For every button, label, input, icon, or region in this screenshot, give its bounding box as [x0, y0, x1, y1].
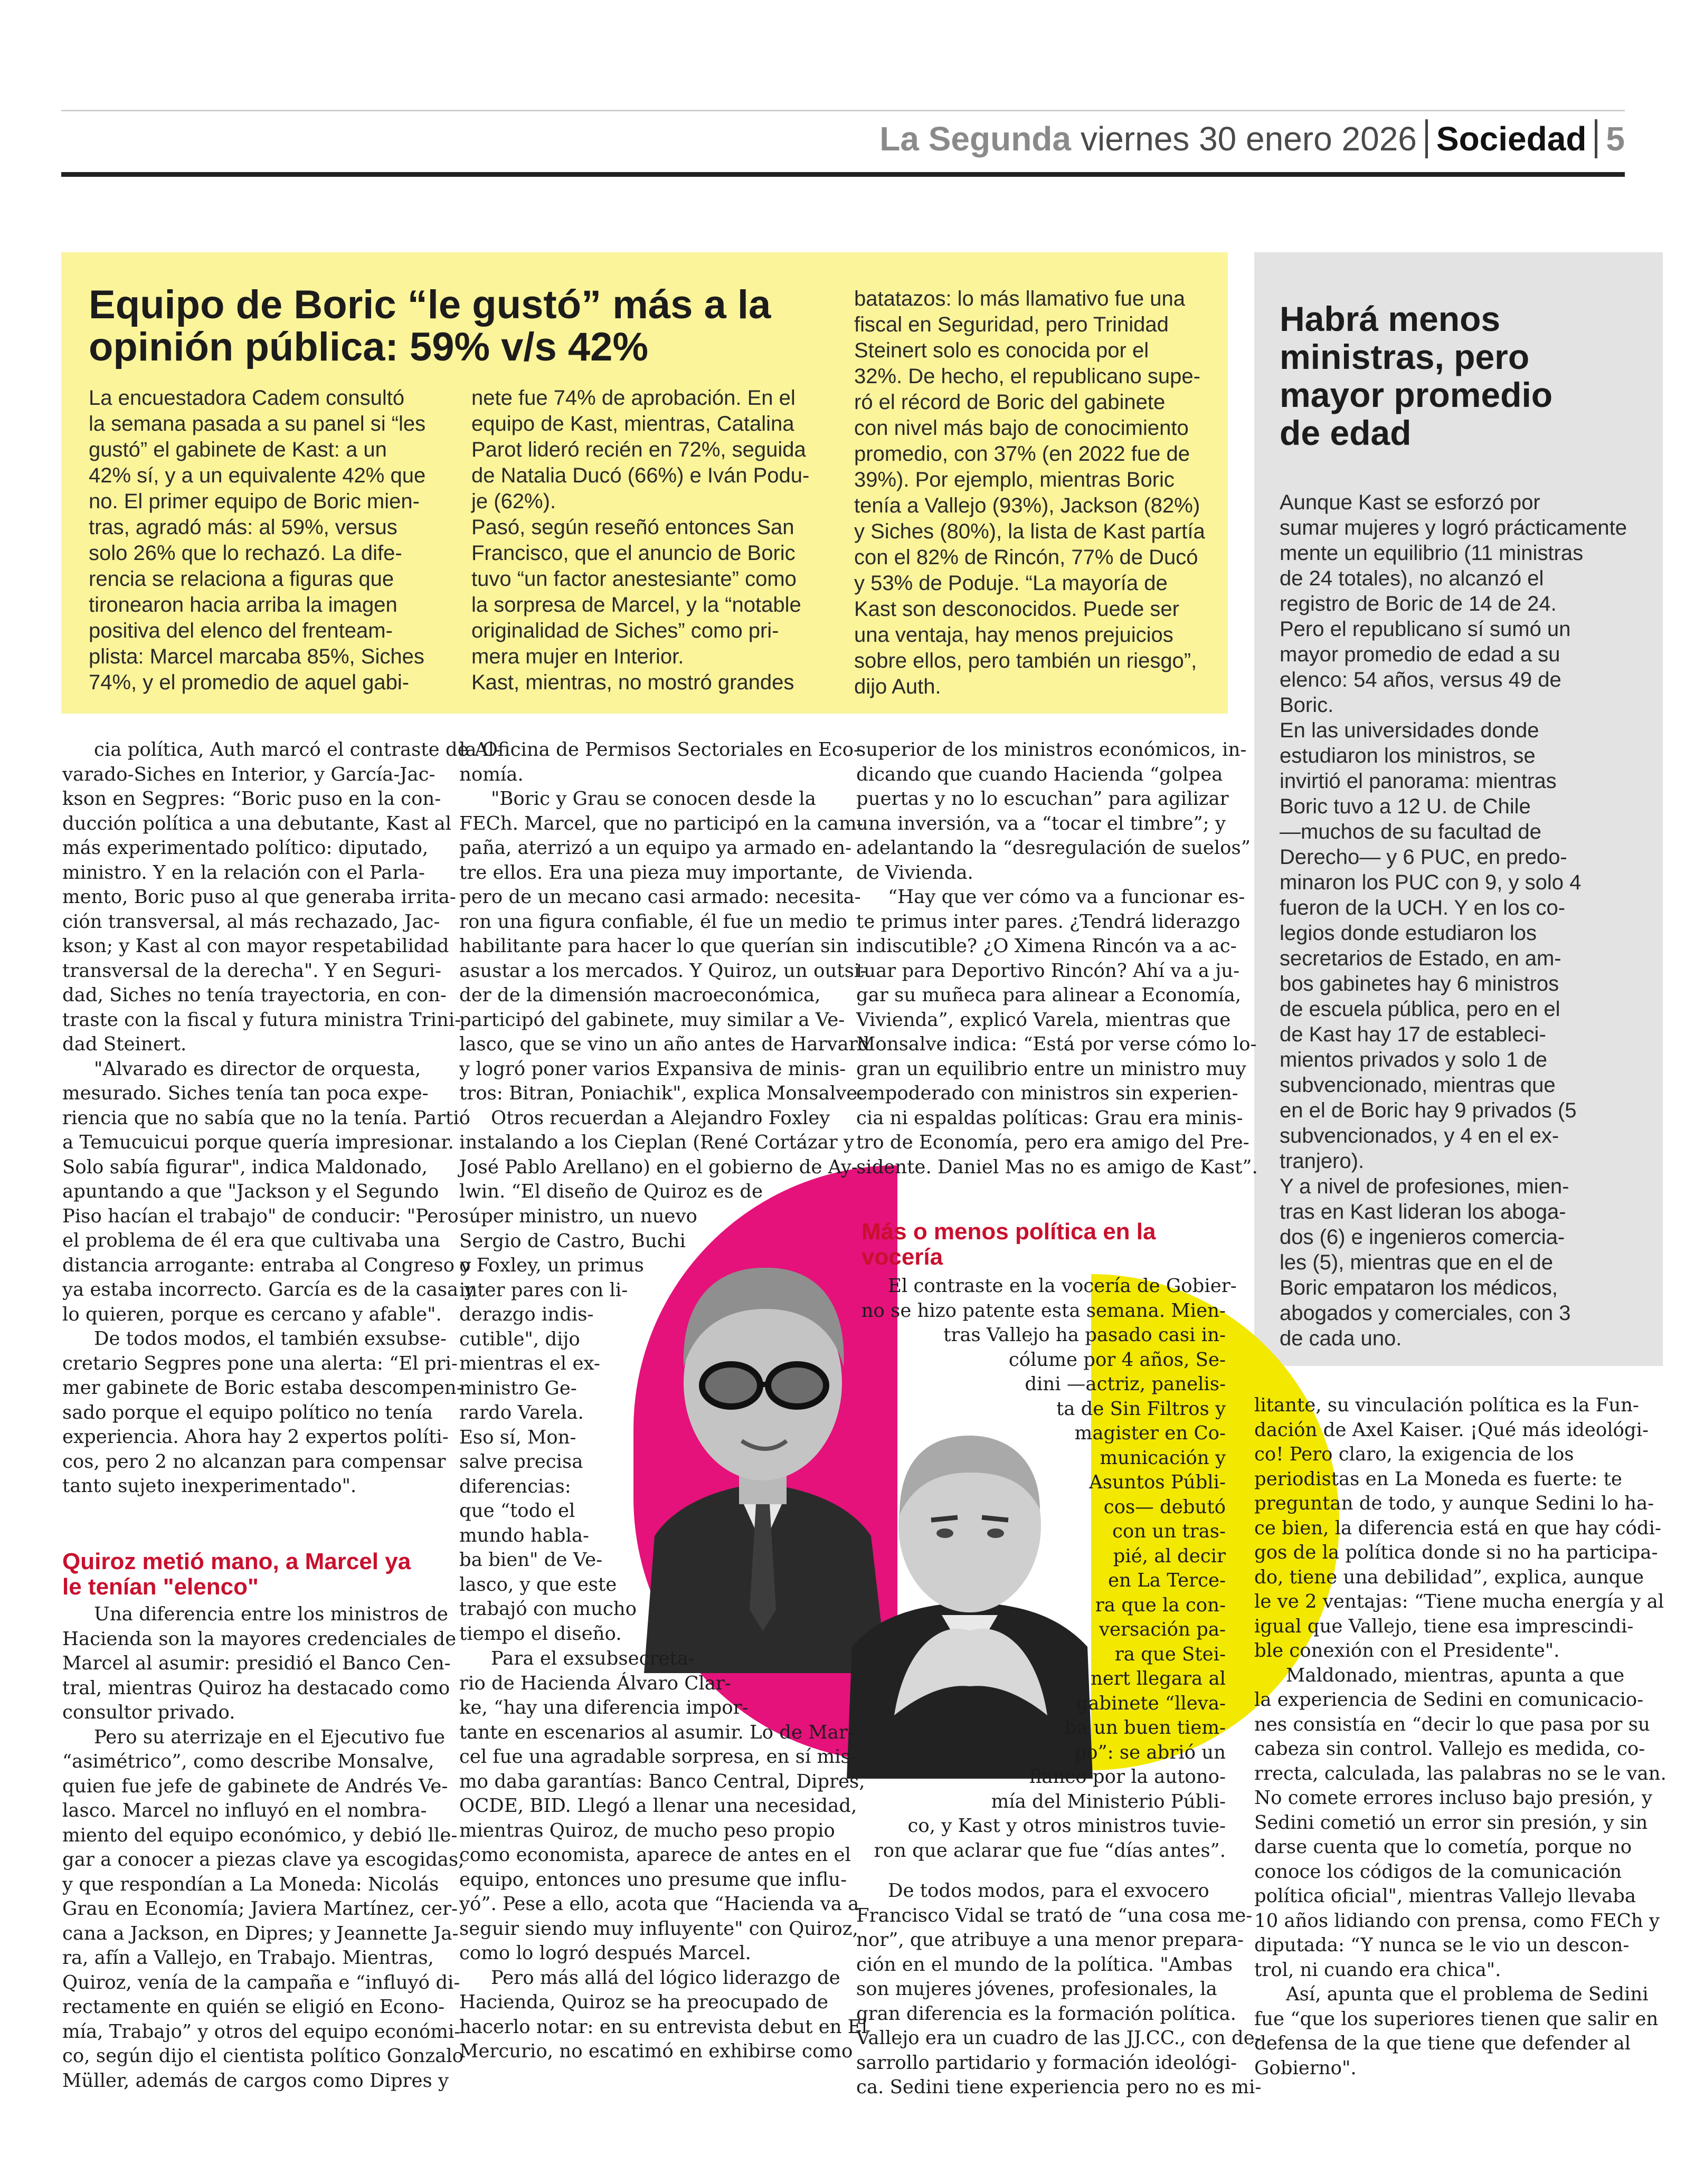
masthead-date: viernes 30 enero 2026 — [1080, 120, 1417, 158]
text-line: rardo Varela. — [459, 1402, 584, 1423]
article-col-1b — [62, 1602, 464, 2093]
text-line: “asimétrico”, como describe Monsalve, — [62, 1751, 434, 1772]
text-line: una ventaja, hay menos prejuicios — [854, 623, 1173, 647]
text-line: de 24 totales), no alcanzó el — [1280, 567, 1544, 590]
text-line: minaron los PUC con 9, y solo 4 — [1280, 871, 1582, 894]
text-line: Derecho— y 6 PUC, en predo- — [1280, 846, 1567, 869]
text-line: fiscal en Seguridad, pero Trinidad — [854, 313, 1169, 336]
text-line: el problema de él era que cultivaba una — [62, 1230, 440, 1251]
text-line: igual que Vallejo, tiene esa imprescindi- — [1254, 1615, 1634, 1637]
text-line: gos de la política donde si no ha participa- — [1254, 1542, 1658, 1563]
text-line: le ve 2 ventajas: “Tiene mucha energía y al — [1254, 1591, 1664, 1612]
masthead-rule — [61, 172, 1625, 177]
text-line: bos gabinetes hay 6 ministros — [1280, 972, 1559, 995]
text-line: cólume por 4 años, Se- — [1008, 1349, 1226, 1371]
text-line: gustó” el gabinete de Kast: a un — [89, 438, 387, 461]
text-line: dad, Siches no tenía trayectoria, en con- — [62, 984, 447, 1006]
text-line: cretario Segpres pone una alerta: “El pri- — [62, 1352, 458, 1374]
text-line: ción transversal, al más rechazado, Jac- — [62, 910, 440, 933]
text-line: co! Pero claro, la exigencia de los — [1254, 1444, 1574, 1465]
text-line: "Boric y Grau se conocen desde la — [491, 788, 816, 810]
text-line: dini —actriz, panelis- — [1025, 1373, 1226, 1395]
text-line: Steinert solo es conocida por el — [854, 339, 1149, 362]
text-line: puertas y no lo escuchan” para agilizar — [856, 788, 1229, 810]
text-line: ministro Ge- — [459, 1377, 577, 1399]
text-line: De todos modos, para el exvocero — [888, 1880, 1209, 1902]
text-line: abogados y comerciales, con 3 — [1280, 1302, 1571, 1325]
text-line: opinión pública: 59% v/s 42% — [89, 325, 649, 369]
text-line: Pero el republicano sí sumó un — [1280, 618, 1571, 641]
text-line: periodistas en La Moneda es fuerte: te — [1254, 1468, 1622, 1490]
text-line: trol, ni cuando era chica". — [1254, 1959, 1501, 1981]
text-line: ra que Stei- — [1114, 1643, 1226, 1665]
text-line: una inversión, va a “tocar el timbre”; y — [856, 812, 1226, 834]
text-line: Quiroz metió mano, a Marcel ya — [62, 1549, 411, 1574]
text-line: Pasó, según reseñó entonces San — [471, 516, 794, 539]
text-line: Kast son desconocidos. Puede ser — [854, 597, 1179, 621]
yellow-col-3 — [854, 286, 1205, 700]
text-line: ra que la con- — [1095, 1594, 1226, 1616]
text-line: lwin. “El diseño de Quiroz es de — [459, 1181, 763, 1202]
text-line: paña, aterrizó a un equipo ya armado en- — [459, 837, 852, 859]
yellow-col-1 — [89, 385, 425, 696]
text-line: superior de los ministros económicos, in- — [856, 739, 1247, 761]
text-line: legios donde estudiaron los — [1280, 922, 1537, 945]
text-line: ministro. Y en la relación con el Parla- — [62, 861, 425, 884]
text-line: pié, al decir — [1113, 1545, 1226, 1567]
text-line: rectamente en quién se eligió en Econo- — [62, 1996, 445, 2018]
text-line: 10 años lidiando con prensa, como FECh y — [1254, 1910, 1660, 1932]
text-line: tuvo “un factor anestesiante” como — [471, 567, 797, 591]
text-line: la experiencia de Sedini en comunicacio- — [1254, 1689, 1644, 1711]
text-line: mesurado. Siches tenía tan poca expe- — [62, 1082, 429, 1104]
text-line: co, y Kast y otros ministros tuvie- — [907, 1815, 1226, 1837]
text-line: De todos modos, el también exsubse- — [94, 1328, 447, 1350]
text-line: Vivienda”, explicó Varela, mientras que — [856, 1009, 1231, 1031]
text-line: subvencionado, mientras que — [1280, 1074, 1556, 1097]
text-line: dad Steinert. — [62, 1033, 187, 1055]
text-line: mer gabinete de Boric estaba descompen- — [62, 1377, 463, 1399]
text-line: invirtió el panorama: mientras — [1280, 770, 1557, 793]
text-line: ron una figura confiable, él fue un medio — [459, 910, 848, 933]
text-line: consultor privado. — [62, 1702, 235, 1723]
text-line: kson; y Kast al con mayor respetabilidad — [62, 935, 449, 957]
text-line: tenía a Vallejo (93%), Jackson (82%) — [854, 494, 1200, 517]
text-line: transversal de la derecha". Y en Seguri- — [62, 960, 441, 982]
text-line: cutible", dijo — [459, 1328, 580, 1350]
text-line: do, tiene una debilidad”, explica, aunque — [1254, 1566, 1644, 1588]
article-col-3a — [856, 738, 1258, 1180]
text-line: darse cuenta que lo cometía, porque no — [1254, 1836, 1632, 1858]
text-line: lasco. Marcel no influyó en el nombra- — [62, 1800, 427, 1821]
text-line: o Foxley, un primus — [459, 1255, 644, 1276]
text-line: Maldonado, mientras, apunta a que — [1286, 1664, 1625, 1686]
text-line: traste con la fiscal y futura ministra Trini- — [62, 1009, 461, 1031]
text-line: 74%, y el promedio de aquel gabi- — [89, 671, 410, 694]
text-line: preguntan de todo, y aunque Sedini lo ha- — [1254, 1493, 1654, 1514]
text-line: distancia arrogante: entraba al Congreso y — [62, 1254, 471, 1276]
text-line: batatazos: lo más llamativo fue una — [854, 287, 1186, 310]
text-line: Boric tuvo a 12 U. de Chile — [1280, 795, 1531, 818]
text-line: mento, Boric puso al que generaba irrita- — [62, 886, 456, 908]
text-line: dicando que cuando Hacienda “golpea — [856, 763, 1223, 785]
text-line: Monsalve indica: “Está por verse cómo lo- — [856, 1033, 1257, 1055]
text-line: Sergio de Castro, Buchi — [459, 1230, 686, 1252]
text-line: conoce los códigos de la comunicación — [1254, 1860, 1622, 1883]
text-line: tanto sujeto inexperimentado". — [62, 1475, 357, 1497]
article-col-2c — [459, 1647, 867, 2064]
text-line: —muchos de su facultad de — [1280, 820, 1541, 843]
text-line: OCDE, BID. Llegó a llenar una necesidad, — [459, 1795, 857, 1817]
text-line: lasco, y que este — [459, 1573, 617, 1596]
text-line: Marcel al asumir: presidió el Banco Cen- — [62, 1653, 451, 1674]
text-line: mientras el ex- — [459, 1353, 600, 1374]
text-line: mía del Ministerio Públi- — [991, 1790, 1226, 1812]
text-line: cos, pero 2 no alcanzan para compensar — [62, 1450, 446, 1473]
text-line: con un tras- — [1112, 1521, 1226, 1542]
text-line: tironearon hacia arriba la imagen — [89, 593, 397, 616]
text-line: Parot lideró recién en 72%, seguida — [471, 438, 806, 461]
text-line: Pero su aterrizaje en el Ejecutivo fue — [94, 1726, 446, 1748]
text-line: solo 26% que lo rechazó. La dife- — [89, 542, 402, 565]
text-line: mo daba garantías: Banco Central, Dipres, — [459, 1770, 865, 1792]
text-line: Quiroz, venía de la campaña e “influyó di- — [62, 1971, 460, 1993]
text-line: ble conexión con el Presidente". — [1254, 1640, 1560, 1661]
text-line: tras, agradó más: al 59%, versus — [89, 516, 397, 539]
text-line: Hacienda, Quiroz se ha preocupado de — [459, 1991, 828, 2013]
text-line: seguir siendo muy influyente" con Quiroz, — [459, 1917, 858, 1940]
gray-sidebar-title — [1280, 300, 1649, 452]
text-line: en el de Boric hay 9 privados (5 — [1280, 1099, 1577, 1122]
text-line: de cada uno. — [1280, 1327, 1402, 1350]
text-line: Asuntos Públi- — [1089, 1471, 1226, 1493]
text-line: y logró poner varios Expansiva de minis- — [459, 1058, 846, 1080]
text-line: trabajó con mucho — [459, 1598, 637, 1620]
text-line: tante en escenarios al asumir. Lo de Mar- — [459, 1721, 854, 1743]
text-line: adelantando la “desregulación de suelos” — [856, 837, 1251, 859]
text-line: apuntando a que "Jackson y el Segundo — [62, 1181, 439, 1202]
text-line: Müller, además de cargos como Dipres y — [62, 2069, 449, 2092]
text-line: magister en Co- — [1074, 1422, 1226, 1444]
text-line: lo quieren, porque es cercano y afable". — [62, 1303, 442, 1325]
text-line: como economista, aparece de antes en el — [459, 1844, 851, 1866]
text-line: gabinete “lleva- — [1076, 1692, 1226, 1714]
text-line: nert llegara al — [1091, 1668, 1226, 1689]
yellow-col-2 — [471, 385, 809, 696]
text-line: 32%. De hecho, el republicano supe- — [854, 365, 1200, 388]
text-line: empoderado con ministros sin experien- — [856, 1082, 1238, 1104]
text-line: diputada: “Y nunca se le vio un descon- — [1254, 1934, 1630, 1956]
text-line: mera mujer en Interior. — [471, 645, 684, 668]
text-line: estudiaron los ministros, se — [1280, 744, 1536, 767]
text-line: Grau en Economía; Javiera Martínez, cer- — [62, 1898, 458, 1920]
text-line: ya estaba incorrecto. García es de la casa y — [62, 1279, 475, 1300]
text-line: tras en Kast lideran los aboga- — [1280, 1200, 1566, 1223]
text-line: dación de Axel Kaiser. ¡Qué más ideológi- — [1254, 1419, 1649, 1441]
text-line: de edad — [1280, 413, 1412, 452]
text-line: vocería — [862, 1244, 943, 1270]
text-line: Francisco, que el anuncio de Boric — [471, 542, 796, 565]
text-line: asustar a los mercados. Y Quiroz, un outsi- — [459, 960, 867, 982]
masthead — [879, 117, 1625, 160]
text-line: fue “que los superiores tienen que salir en — [1254, 2008, 1659, 2030]
text-line: a Temucuicui porque quería impresionar. — [62, 1132, 454, 1153]
text-line: originalidad de Siches” como pri- — [471, 619, 779, 642]
article-col-3c — [856, 1879, 1261, 2100]
text-line: Así, apunta que el problema de Sedini — [1286, 1983, 1649, 2005]
text-line: Aunque Kast se esforzó por — [1280, 491, 1540, 514]
article-col-2b — [459, 1204, 697, 1646]
text-line: dijo Auth. — [854, 675, 941, 698]
subhead-quiroz — [62, 1549, 411, 1600]
text-line: experiencia. Ahora hay 2 expertos políti- — [62, 1426, 449, 1448]
text-line: 42% sí, y a un equivalente 42% que — [89, 464, 426, 487]
article-col-1a — [62, 738, 500, 1499]
text-line: "Alvarado es director de orquesta, — [94, 1058, 421, 1080]
text-line: dos (6) e ingenieros comercia- — [1280, 1226, 1565, 1249]
text-line: hacerlo notar: en su entrevista debut en El — [459, 2016, 868, 2038]
text-line: Boric empataron los médicos, — [1280, 1276, 1558, 1299]
article-col-4 — [1254, 1393, 1667, 2081]
text-line: secretarios de Estado, en am- — [1280, 947, 1561, 970]
text-line: positiva del elenco del frenteam- — [89, 619, 393, 642]
text-line: Hacienda son la mayores credenciales de — [62, 1628, 457, 1650]
text-line: En las universidades donde — [1280, 719, 1539, 742]
text-line: diferencias: — [459, 1475, 571, 1497]
text-line: sidente. Daniel Mas no es amigo de Kast”. — [856, 1156, 1258, 1178]
text-line: la sorpresa de Marcel, y la “notable — [471, 593, 801, 616]
text-line: cia política, Auth marcó el contraste de Al- — [94, 739, 500, 761]
text-line: que “todo el — [459, 1500, 575, 1522]
text-line: rrecta, calculada, las palabras no se le van. — [1254, 1762, 1667, 1784]
text-line: habilitante para hacer lo que querían sin — [459, 935, 848, 957]
text-line: FECh. Marcel, que no participó en la cam- — [459, 812, 863, 834]
text-line: Francisco Vidal se trató de “una cosa me- — [856, 1904, 1253, 1926]
gray-sidebar-text — [1280, 490, 1627, 1351]
text-line: pero de un mecano casi armado: necesita- — [459, 886, 861, 908]
masthead-divider — [1595, 119, 1597, 158]
text-line: súper ministro, un nuevo — [459, 1205, 697, 1227]
text-line: tros: Bitran, Poniachik", explica Monsalve. — [459, 1082, 864, 1104]
text-line: con nivel más bajo de conocimiento — [854, 416, 1189, 440]
text-line: rio de Hacienda Álvaro Clar- — [459, 1672, 731, 1694]
text-line: de Vivienda. — [856, 861, 973, 884]
text-line: sarrollo partidario y formación ideológi- — [856, 2052, 1237, 2074]
text-line: co, según dijo el cientista político Gonzalo — [62, 2045, 463, 2067]
text-line: varado-Siches en Interior, y García-Jac- — [62, 763, 436, 785]
masthead-divider — [1425, 119, 1428, 158]
text-line: Boric. — [1280, 694, 1334, 717]
masthead-paper: La Segunda — [879, 120, 1071, 158]
text-line: y Siches (80%), la lista de Kast partía — [854, 520, 1205, 543]
text-line: quien fue jefe de gabinete de Andrés Ve- — [62, 1775, 448, 1797]
text-line: mientos privados y solo 1 de — [1280, 1048, 1547, 1071]
text-line: cana a Jackson, en Dipres; y Jeannette Ja- — [62, 1922, 459, 1944]
text-line: equipo, entonces uno presume que influ- — [459, 1868, 847, 1891]
text-line: lasco, que se vino un año antes de Harvard — [459, 1033, 870, 1055]
text-line: fueron de la UCH. Y en los co- — [1280, 896, 1566, 919]
text-line: mía, Trabajo” y otros del equipo económi- — [62, 2020, 461, 2043]
text-line: Sedini cometió un error sin presión, y sin — [1254, 1811, 1648, 1834]
text-line: gran un equilibrio entre un ministro muy — [856, 1058, 1246, 1080]
text-line: ron que aclarar que fue “días antes”. — [874, 1839, 1226, 1862]
text-line: tral, mientras Quiroz ha destacado como — [62, 1677, 450, 1699]
text-line: salve precisa — [459, 1451, 583, 1473]
text-line: litante, su vinculación política es la Fun- — [1254, 1394, 1639, 1416]
text-line: ra, afín a Vallejo, en Trabajo. Mientras, — [62, 1947, 434, 1969]
text-line: rencia se relaciona a figuras que — [89, 567, 394, 591]
text-line: mayor promedio de edad a su — [1280, 643, 1560, 666]
text-line: ba un buen tiem- — [1064, 1717, 1226, 1739]
text-line: cos— debutó — [1103, 1496, 1226, 1518]
text-line: más experimentado político: diputado, — [62, 837, 429, 859]
top-rule — [61, 110, 1625, 111]
text-line: No comete errores incluso bajo presión, y — [1254, 1787, 1652, 1809]
text-line: en La Terce- — [1108, 1570, 1226, 1591]
text-line: no se hizo patente esta semana. Mien- — [861, 1299, 1226, 1322]
text-line: nete fue 74% de aprobación. En el — [471, 386, 796, 410]
text-line: gran diferencia es la formación política. — [856, 2002, 1236, 2025]
text-line: cabeza sin control. Vallejo es medida, co- — [1254, 1738, 1645, 1760]
text-line: subvencionados, y 4 en el ex- — [1280, 1124, 1559, 1147]
text-line: Más o menos política en la — [862, 1219, 1156, 1245]
text-line: instalando a los Cieplan (René Cortázar y — [459, 1132, 855, 1153]
text-line: mientras Quiroz, de mucho peso propio — [459, 1819, 835, 1841]
text-line: ducción política a una debutante, Kast al — [62, 812, 452, 834]
text-line: yó”. Pese a ello, acota que “Hacienda va a — [459, 1893, 859, 1915]
text-line: Equipo de Boric “le gustó” más a la — [89, 282, 771, 327]
text-line: municación y — [1100, 1447, 1226, 1469]
text-line: La encuestadora Cadem consultó — [89, 386, 405, 410]
text-line: indiscutible? ¿O Ximena Rincón va a ac- — [856, 935, 1237, 957]
text-line: sumar mujeres y logró prácticamente — [1280, 516, 1627, 539]
text-line: de Natalia Ducó (66%) e Iván Podu- — [471, 464, 810, 487]
text-line: ta de Sin Filtros y — [1056, 1398, 1226, 1420]
text-line: promedio, con 37% (en 2022 fue de — [854, 442, 1190, 466]
text-line: José Pablo Arellano) en el gobierno de Ay- — [459, 1156, 858, 1178]
text-line: nor”, que atribuye a una menor prepara- — [856, 1929, 1244, 1951]
text-line: participó del gabinete, muy similar a Ve- — [459, 1009, 845, 1031]
text-line: y que respondían a La Moneda: Nicolás — [62, 1873, 439, 1895]
text-line: El contraste en la vocería de Gobier- — [888, 1275, 1237, 1297]
text-line: derazgo indis- — [459, 1304, 594, 1325]
text-line: mente un equilibrio (11 ministras — [1280, 542, 1584, 565]
text-line: kson en Segpres: “Boric puso en la con- — [62, 788, 441, 810]
subhead-voceria — [862, 1219, 1156, 1270]
text-line: te primus inter pares. ¿Tendrá liderazgo — [856, 910, 1241, 933]
text-line: flanco por la autono- — [1029, 1766, 1226, 1788]
text-line: de Kast hay 17 de estableci- — [1280, 1023, 1546, 1046]
text-line: 39%). Por ejemplo, mientras Boric — [854, 468, 1175, 491]
text-line: ce bien, la diferencia está en que hay códi- — [1254, 1517, 1661, 1539]
text-line: política oficial", mientras Vallejo llevaba — [1254, 1885, 1636, 1907]
article-col-2a — [459, 738, 869, 1204]
text-line: tro de Economía, pero era amigo del Pre- — [856, 1132, 1249, 1153]
text-line: Kast, mientras, no mostró grandes — [471, 671, 794, 694]
text-line: tre ellos. Era una pieza muy importante, — [459, 861, 844, 884]
text-line: Habrá menos — [1280, 299, 1501, 338]
article-col-3b — [856, 1274, 1237, 1863]
text-line: elenco: 54 años, versus 49 de — [1280, 668, 1561, 691]
text-line: versación pa- — [1099, 1619, 1226, 1640]
text-line: ró el récord de Boric del gabinete — [854, 391, 1166, 414]
text-line: sobre ellos, pero también un riesgo”, — [854, 649, 1197, 672]
text-line: po”: se abrió un — [1074, 1741, 1226, 1763]
text-line: le tenían "elenco" — [62, 1574, 259, 1600]
text-line: inter pares con li- — [459, 1279, 628, 1301]
text-line: Una diferencia entre los ministros de — [94, 1603, 448, 1625]
text-line: Vallejo era un cuadro de las JJ.CC., con de- — [856, 2027, 1261, 2049]
text-line: riencia que no sabía que no la tenía. Partió — [62, 1107, 471, 1129]
text-line: registro de Boric de 14 de 24. — [1280, 592, 1557, 615]
text-line: Gobierno". — [1254, 2057, 1357, 2079]
text-line: Y a nivel de profesiones, mien- — [1280, 1175, 1569, 1198]
text-line: cel fue una agradable sorpresa, en sí mis- — [459, 1746, 857, 1768]
text-line: Pero más allá del lógico liderazgo de — [491, 1967, 840, 1989]
text-line: y 53% de Poduje. “La mayoría de — [854, 572, 1168, 595]
text-line: ba bien" de Ve- — [459, 1549, 603, 1571]
text-line: tuar para Deportivo Rincón? Ahí va a ju- — [856, 960, 1240, 982]
text-line: miento del equipo económico, y debió lle- — [62, 1824, 458, 1846]
text-line: les (5), mientras que en el de — [1280, 1251, 1554, 1274]
text-line: “Hay que ver cómo va a funcionar es- — [888, 886, 1245, 908]
text-line: gar a conocer a piezas clave ya escogidas, — [62, 1849, 465, 1870]
text-line: Piso hacían el trabajo" de conducir: "Pero — [62, 1205, 459, 1227]
text-line: nomía. — [459, 763, 524, 785]
text-line: ministras, pero — [1280, 337, 1530, 376]
yellow-sidebar-title — [89, 284, 854, 368]
text-line: Eso sí, Mon- — [459, 1426, 576, 1448]
text-line: nes consistía en “decir lo que pasa por su — [1254, 1713, 1650, 1735]
text-line: mundo habla- — [459, 1524, 590, 1546]
text-line: ca. Sedini tiene experiencia pero no es mi- — [856, 2076, 1262, 2098]
text-line: tiempo el diseño. — [459, 1622, 622, 1645]
text-line: Mercurio, no escatimó en exhibirse como — [459, 2040, 853, 2062]
text-line: Otros recuerdan a Alejandro Foxley — [491, 1107, 830, 1129]
text-line: tranjero). — [1280, 1150, 1365, 1173]
text-line: cia ni espaldas políticas: Grau era minis- — [856, 1107, 1243, 1129]
text-line: defensa de la que tiene que defender al — [1254, 2033, 1631, 2054]
text-line: ción en el mundo de la política. "Ambas — [856, 1953, 1233, 1976]
masthead-section: Sociedad — [1436, 120, 1587, 158]
text-line: plista: Marcel marcaba 85%, Siches — [89, 645, 424, 668]
text-line: der de la dimensión macroeconómica, — [459, 984, 821, 1006]
text-line: equipo de Kast, mientras, Catalina — [471, 412, 794, 435]
text-line: je (62%). — [471, 490, 556, 513]
text-line: Para el exsubsecreta- — [491, 1648, 695, 1669]
text-line: gar su muñeca para alinear a Economía, — [856, 984, 1242, 1006]
text-line: la semana pasada a su panel si “les — [89, 412, 426, 435]
text-line: de escuela pública, pero en el — [1280, 998, 1560, 1021]
text-line: como lo logró después Marcel. — [459, 1942, 751, 1964]
text-line: son mujeres jóvenes, profesionales, la — [856, 1978, 1217, 2000]
text-line: con el 82% de Rincón, 77% de Ducó — [854, 546, 1198, 569]
text-line: la Oficina de Permisos Sectoriales en Eco- — [459, 739, 860, 761]
text-line: tras Vallejo ha pasado casi in- — [943, 1324, 1226, 1346]
text-line: no. El primer equipo de Boric mien- — [89, 490, 420, 513]
text-line: ke, “hay una diferencia impor- — [459, 1697, 749, 1718]
text-line: sado porque el equipo político no tenía — [62, 1401, 433, 1423]
page-number: 5 — [1606, 120, 1625, 158]
text-line: mayor promedio — [1280, 375, 1553, 414]
text-line: Solo sabía figurar", indica Maldonado, — [62, 1156, 428, 1178]
